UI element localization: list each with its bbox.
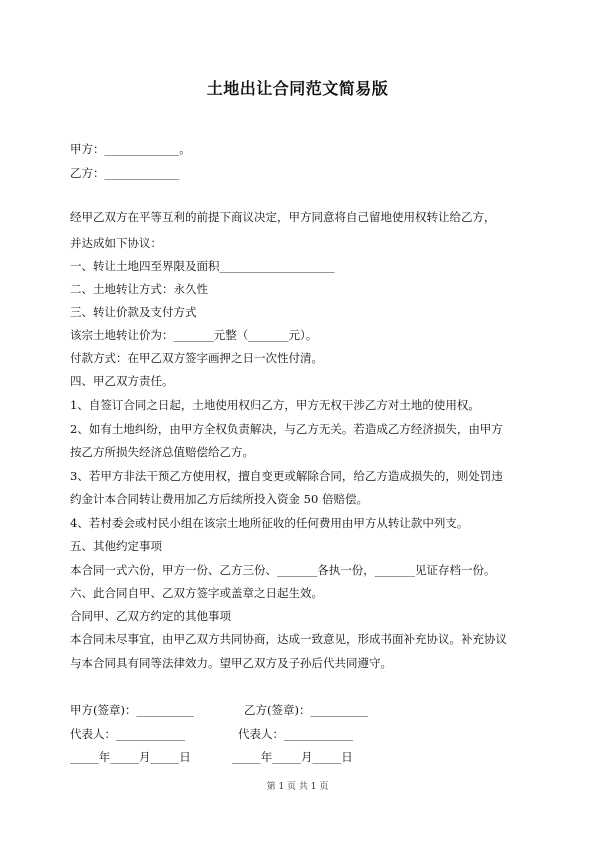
- paragraph-line: 1、自签订合同之日起，土地使用权归乙方，甲方无权干涉乙方对土地的使用权。: [70, 398, 480, 412]
- paragraph-line: 3、若甲方非法干预乙方使用权，擅自变更或解除合同，给乙方造成损失的，则处罚违: [70, 469, 503, 483]
- paragraph-line: 并达成如下协议：: [70, 236, 162, 250]
- party-b-line: 乙方：_____________: [70, 166, 180, 180]
- paragraph-line: 按乙方所损失经济总值赔偿给乙方。: [70, 445, 254, 459]
- clause-heading: 一、转让土地四至界限及面积____________________: [70, 259, 335, 273]
- party-a-line: 甲方：_____________。: [70, 142, 191, 156]
- paragraph-line: 经甲乙双方在平等互利的前提下商议决定，甲方同意将自己留地使用权转让给乙方，: [70, 210, 496, 224]
- party-b-date: _____年_____月_____日: [232, 750, 353, 764]
- clause-heading: 四、甲乙双方责任。: [70, 374, 174, 388]
- clause-heading: 六、此合同自甲、乙双方签字或盖章之日起生效。: [70, 586, 323, 600]
- paragraph-line: 付款方式：在甲乙双方签字画押之日一次性付清。: [70, 351, 323, 365]
- paragraph-line: 4、若村委会或村民小组在该宗土地所征收的任何费用由甲方从转让款中列支。: [70, 516, 469, 530]
- party-a-date: _____年_____月_____日: [70, 750, 191, 764]
- paragraph-line: 与本合同具有同等法律效力。望甲乙双方及子孙后代共同遵守。: [70, 656, 392, 670]
- paragraph-line: 约金计本合同转让费用加乙方后续所投入资金 50 倍赔偿。: [70, 492, 368, 506]
- document-title: 土地出让合同范文简易版: [206, 79, 389, 98]
- paragraph-line: 该宗土地转让价为：_______元整（_______元）。: [70, 328, 318, 342]
- party-a-representative: 代表人：____________: [70, 727, 185, 741]
- paragraph-line: 本合同未尽事宜，由甲乙双方共同协商，达成一致意见，形成书面补充协议。补充协议: [70, 632, 507, 646]
- paragraph-line: 2、如有土地纠纷，由甲方全权负责解决，与乙方无关。若造成乙方经济损失，由甲方: [70, 422, 503, 436]
- party-b-signature: 乙方(签章)：__________: [244, 703, 368, 717]
- party-b-representative: 代表人：____________: [238, 727, 353, 741]
- clause-heading: 五、其他约定事项: [70, 539, 162, 553]
- clause-heading: 三、转让价款及支付方式: [70, 305, 197, 319]
- paragraph-line: 本合同一式六份，甲方一份、乙方三份、_______各执一份，_______见证存档一份。: [70, 563, 496, 577]
- clause-heading: 二、土地转让方式：永久性: [70, 282, 208, 296]
- page-number-footer: 第 1 页 共 1 页: [266, 782, 329, 792]
- paragraph-line: 合同甲、乙双方约定的其他事项: [70, 609, 231, 623]
- party-a-signature: 甲方(签章)：__________: [70, 703, 194, 717]
